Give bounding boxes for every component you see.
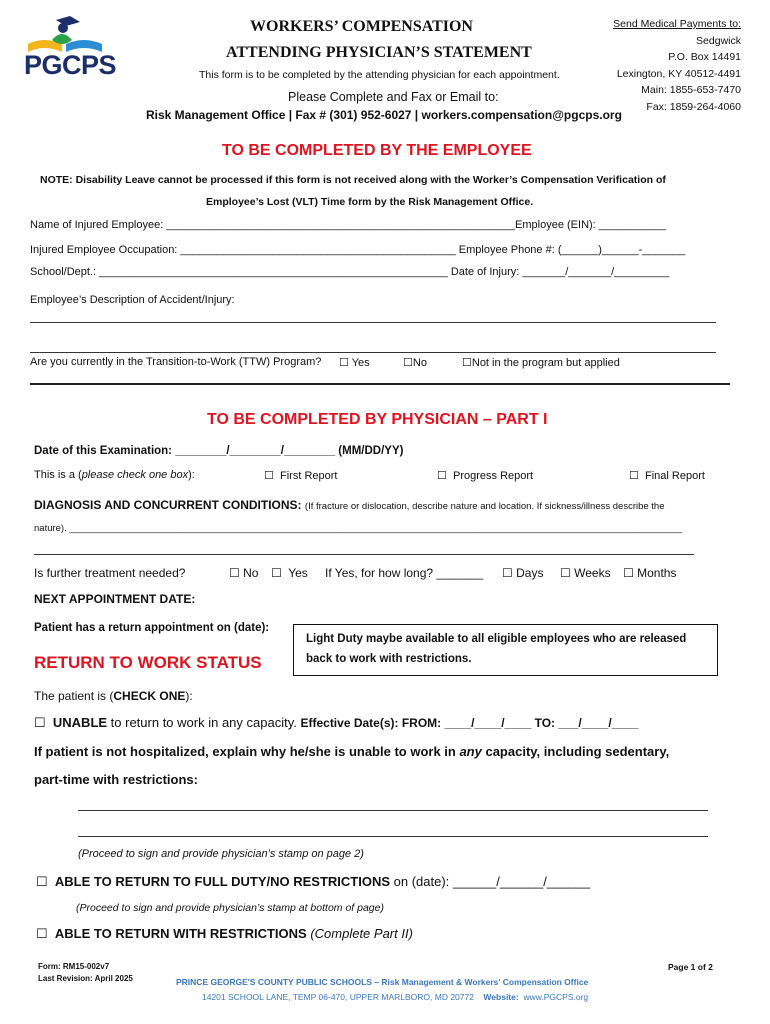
checkbox[interactable]: ☐ xyxy=(339,357,349,369)
form-subtitle: This form is to be completed by the attending physician for each appointment. xyxy=(199,69,560,81)
page-number: Page 1 of 2 xyxy=(668,962,713,972)
ttw-yes-option[interactable]: ☐ Yes xyxy=(339,357,370,369)
proceed-note-1: (Proceed to sign and provide physician’s stamp on page 2) xyxy=(78,848,364,860)
progress-report-option[interactable]: ☐ Progress Report xyxy=(437,470,534,482)
form-title-line2: ATTENDING PHYSICIAN’S STATEMENT xyxy=(226,44,532,61)
pgcps-logo xyxy=(22,14,117,80)
website-link[interactable]: www.PGCPS.org xyxy=(523,992,589,1002)
form-title-line1: WORKERS’ COMPENSATION xyxy=(250,18,473,35)
weeks-option[interactable]: ☐ Weeks xyxy=(560,566,611,580)
ttw-no-option[interactable]: ☐No xyxy=(403,357,427,369)
treatment-yes-option[interactable]: ☐ Yes xyxy=(271,566,308,580)
checkbox[interactable]: ☐ xyxy=(229,566,240,580)
diagnosis-line[interactable] xyxy=(34,554,694,555)
checkbox[interactable]: ☐ xyxy=(623,566,634,580)
checkbox[interactable]: ☐ xyxy=(403,357,413,369)
checkbox[interactable]: ☐ xyxy=(502,566,513,580)
checkbox[interactable]: ☐ xyxy=(36,874,48,889)
diagnosis-label: DIAGNOSIS AND CONCURRENT CONDITIONS: (If fracture or dislocation, describe nature and location. If sickness/illness describe the xyxy=(34,498,665,512)
final-report-option[interactable]: ☐ Final Report xyxy=(629,470,705,482)
medical-line: P.O. Box 14491 xyxy=(668,51,741,63)
medical-payments-block xyxy=(613,16,741,115)
ttw-not-option[interactable]: ☐Not in the program but applied xyxy=(462,357,620,369)
ttw-question: Are you currently in the Transition-to-Work (TTW) Program? xyxy=(30,356,322,368)
checkbox[interactable]: ☐ xyxy=(271,566,282,580)
injured-employee-name-field[interactable]: Name of Injured Employee: _________________________________________________________Employee (EIN): ___________ xyxy=(30,219,667,231)
full-duty-option[interactable]: ☐ ABLE TO RETURN TO FULL DUTY/NO RESTRICTIONS on (date): ______/______/______ xyxy=(36,874,591,889)
medical-line: Fax: 1859-264-4060 xyxy=(646,100,741,113)
months-option[interactable]: ☐ Months xyxy=(623,566,677,580)
light-duty-line1: Light Duty maybe available to all eligible employees who are released xyxy=(306,633,687,645)
explanation-line[interactable] xyxy=(78,836,708,837)
days-option[interactable]: ☐ Days xyxy=(502,566,544,580)
light-duty-notice xyxy=(293,624,718,676)
return-appointment-label: Patient has a return appointment on (date): xyxy=(34,622,270,634)
first-report-option[interactable]: ☐ First Report xyxy=(264,470,338,482)
medical-line: Sedgwick xyxy=(696,34,741,47)
employee-section-heading: TO BE COMPLETED BY THE EMPLOYEE xyxy=(222,142,532,159)
next-appointment-label: NEXT APPOINTMENT DATE: xyxy=(34,592,196,606)
light-duty-line2: back to work with restrictions. xyxy=(306,653,472,665)
medical-line: Main: 1855-653-7470 xyxy=(641,84,741,96)
report-type-label: This is a (please check one box): xyxy=(34,469,195,481)
proceed-note-2: (Proceed to sign and provide physician’s stamp at bottom of page) xyxy=(76,902,384,914)
footer-address: 14201 SCHOOL LANE, TEMP 06-470, UPPER MARLBORO, MD 20772 Website: www.PGCPS.org xyxy=(202,992,589,1002)
exam-date-field[interactable]: Date of this Examination: ________/________/________ (MM/DD/YY) xyxy=(34,445,404,457)
rtw-heading: RETURN TO WORK STATUS xyxy=(34,653,262,672)
footer-org: PRINCE GEORGE'S COUNTY PUBLIC SCHOOLS – Risk Management & Workers' Compensation Office xyxy=(176,977,589,987)
treatment-question: Is further treatment needed? xyxy=(34,566,186,580)
checkbox[interactable]: ☐ xyxy=(629,470,639,482)
patient-is-label: The patient is (CHECK ONE): xyxy=(34,689,193,703)
fax-contact-line: Risk Management Office | Fax # (301) 952-6027 | workers.compensation@pgcps.org xyxy=(146,108,622,122)
checkbox[interactable]: ☐ xyxy=(437,470,447,482)
checkbox[interactable]: ☐ xyxy=(36,926,48,941)
checkbox[interactable]: ☐ xyxy=(264,470,274,482)
checkbox[interactable]: ☐ xyxy=(462,357,472,369)
medical-payments-heading: Send Medical Payments to: xyxy=(613,18,741,30)
note-line1: NOTE: Disability Leave cannot be processed if this form is not received along with the Worker’s Compensation Verification of xyxy=(40,174,666,186)
explanation-line[interactable] xyxy=(78,810,708,811)
occupation-field[interactable]: Injured Employee Occupation: _____________________________________________ Employee Phone #: (______)______-_______ xyxy=(30,244,686,256)
treatment-no-option[interactable]: ☐ No xyxy=(229,566,259,580)
section-divider xyxy=(30,383,730,385)
unable-option[interactable]: ☐ UNABLE to return to work in any capacity. Effective Date(s): FROM: ____/____/____ TO: ___/____/____ xyxy=(34,715,639,730)
medical-line: Lexington, KY 40512-4491 xyxy=(616,67,741,80)
form-number: Form: RM15-002v7 xyxy=(38,962,110,971)
fax-instruction: Please Complete and Fax or Email to: xyxy=(288,90,499,104)
accident-description-line[interactable] xyxy=(30,352,716,353)
checkbox[interactable]: ☐ xyxy=(34,715,46,730)
explain-line1: If patient is not hospitalized, explain why he/she is unable to work in any capacity, including sedentary, xyxy=(34,744,670,759)
note-line2: Employee’s Lost (VLT) Time form by the Risk Management Office. xyxy=(206,196,534,208)
explain-line2: part-time with restrictions: xyxy=(34,772,198,787)
accident-description-label: Employee’s Description of Accident/Injury: xyxy=(30,294,235,306)
logo-text: PGCPS xyxy=(24,50,117,80)
physician-section-heading: TO BE COMPLETED BY PHYSICIAN – PART I xyxy=(207,411,548,428)
treatment-duration-field[interactable]: If Yes, for how long? _______ xyxy=(325,566,484,580)
diagnosis-nature-field[interactable]: nature). ____________________________________________________________________________________________________________________ xyxy=(34,523,683,534)
revision-date: Last Revision: April 2025 xyxy=(38,974,133,983)
accident-description-line[interactable] xyxy=(30,322,716,323)
school-dept-field[interactable]: School/Dept.: _________________________________________________________ Date of Injury: _______/_______/_________ xyxy=(30,266,670,278)
checkbox[interactable]: ☐ xyxy=(560,566,571,580)
restrictions-option[interactable]: ☐ ABLE TO RETURN WITH RESTRICTIONS (Complete Part II) xyxy=(36,926,413,941)
